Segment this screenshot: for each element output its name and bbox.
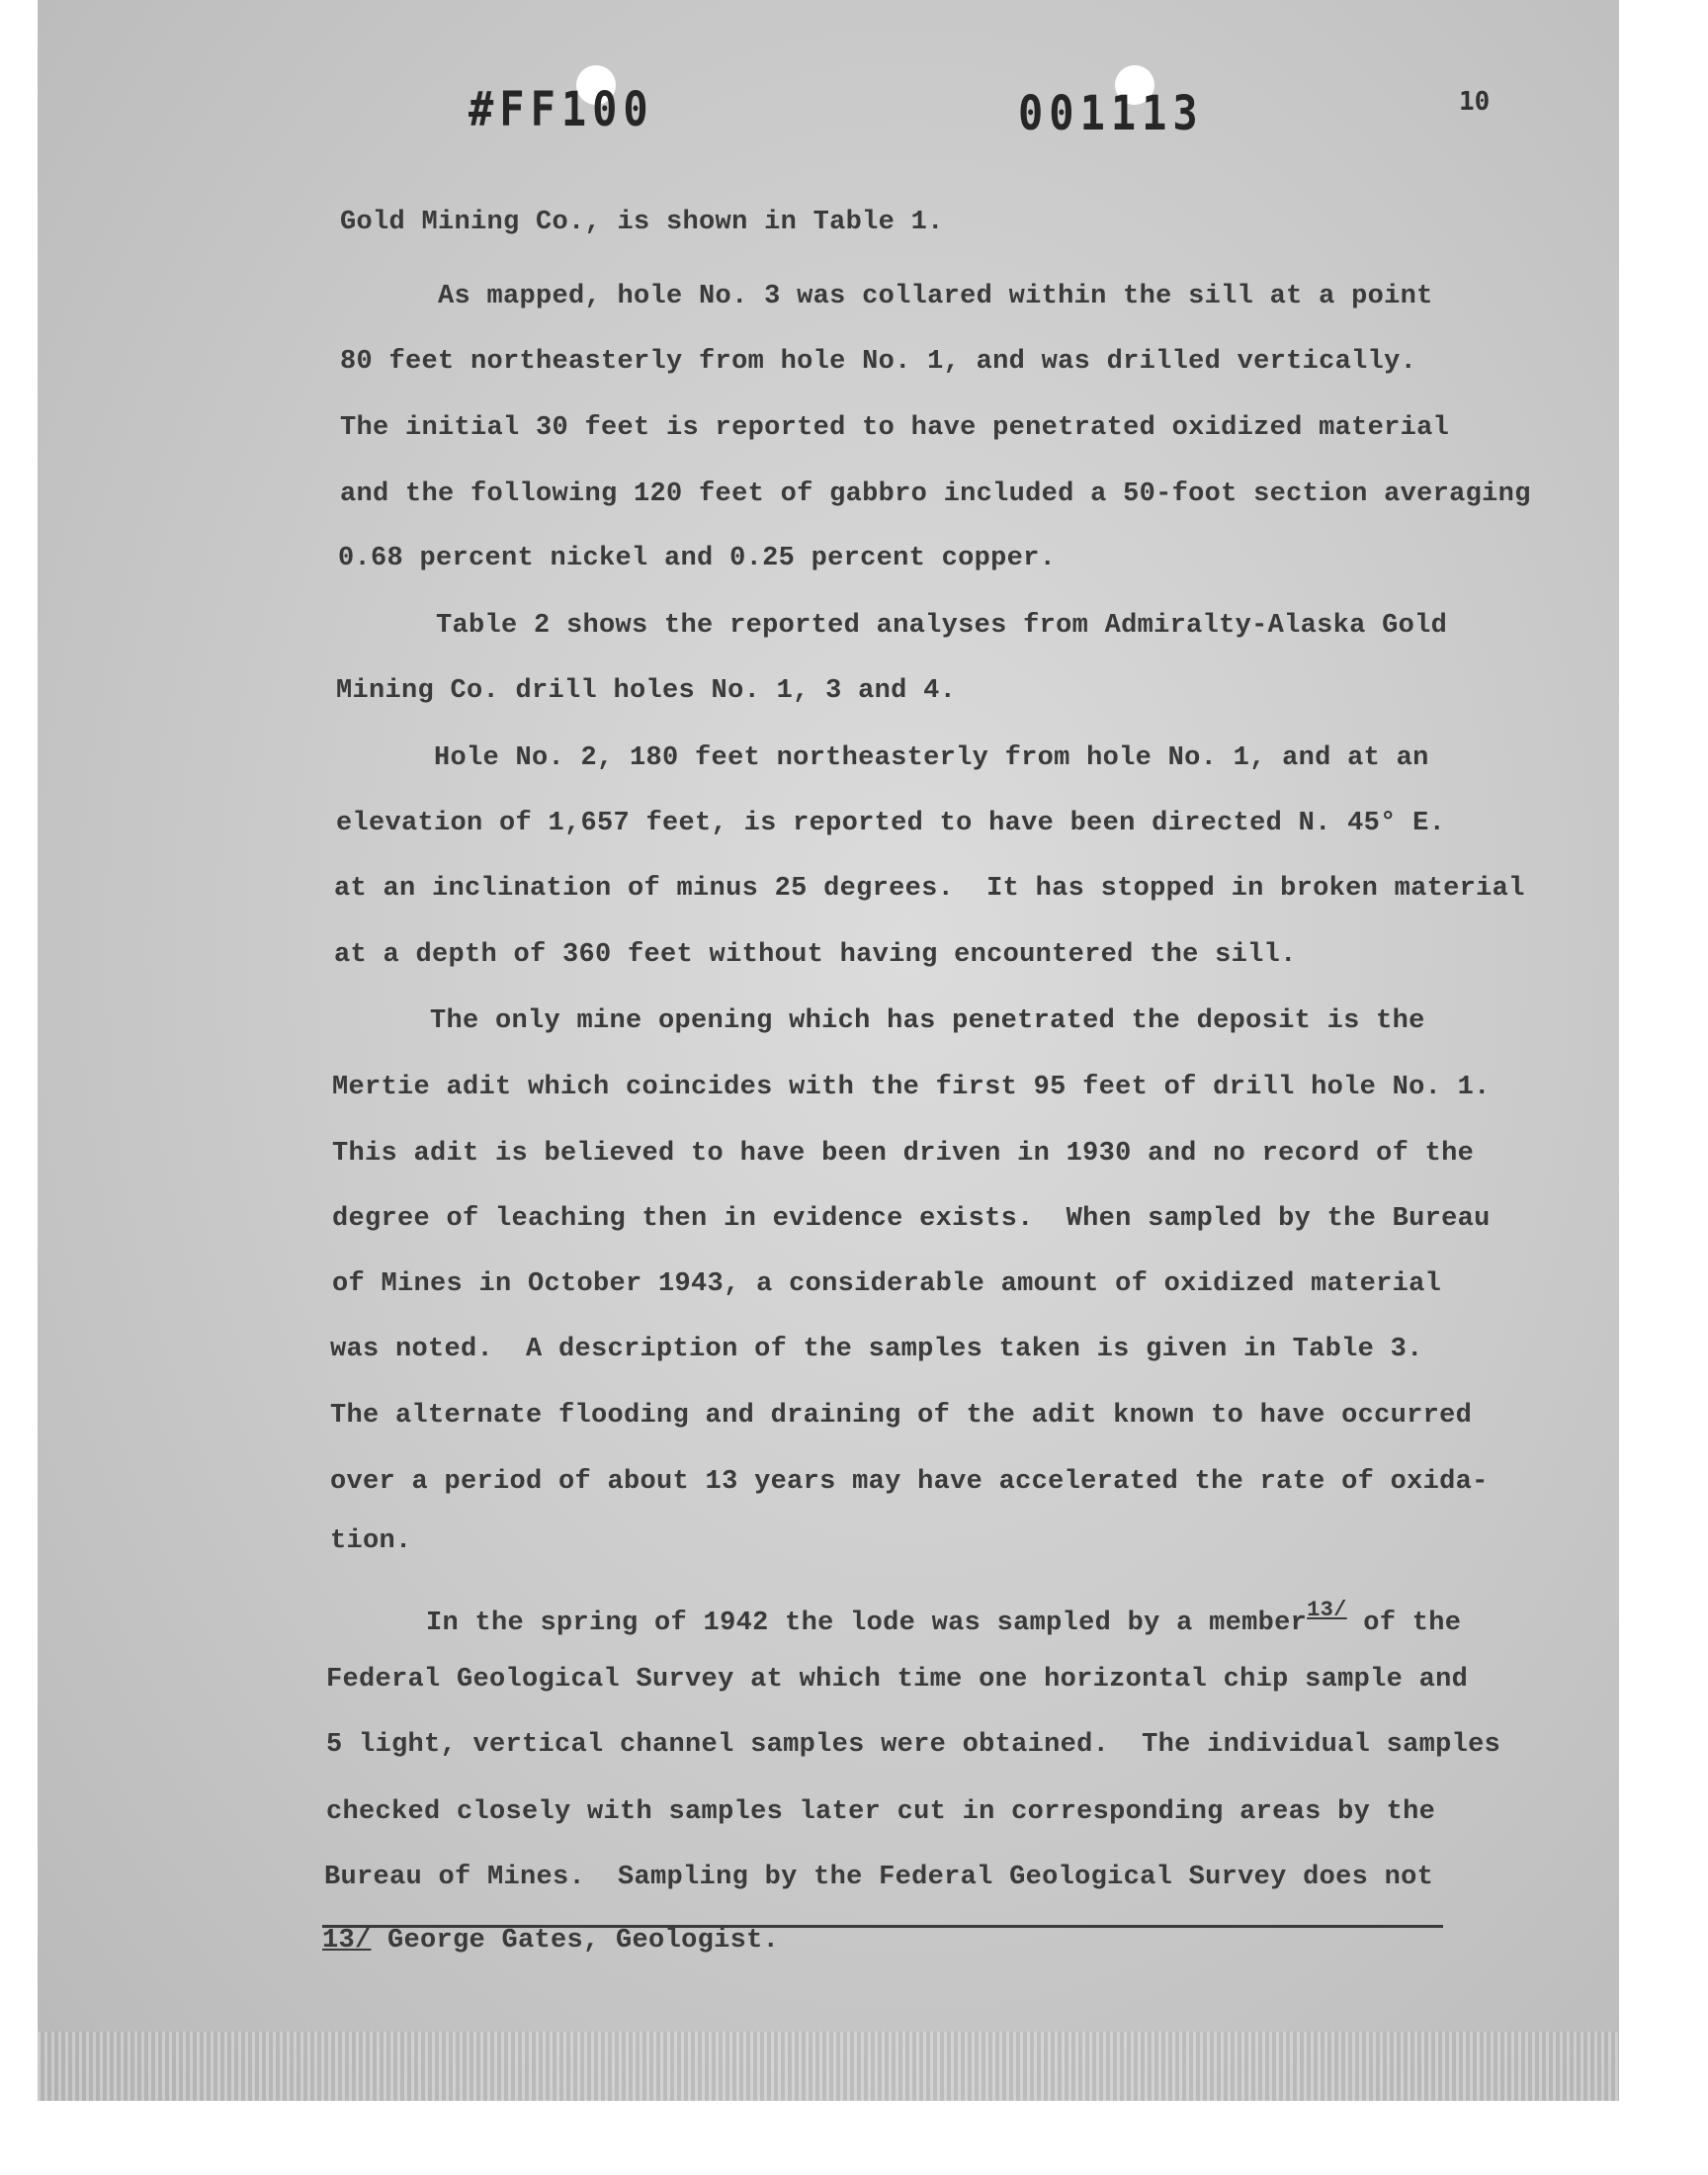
text-line: The initial 30 feet is reported to have penetrated oxidized material <box>340 413 1450 443</box>
text-line: 80 feet northeasterly from hole No. 1, and was drilled vertically. <box>340 347 1417 377</box>
text-line: Mertie adit which coincides with the first 95 feet of drill hole No. 1. <box>332 1073 1491 1102</box>
footnote-reference[interactable]: 13/ <box>1307 1598 1347 1622</box>
text-line: over a period of about 13 years may have accelerated the rate of oxida- <box>330 1467 1489 1497</box>
document-stamp-left: #FF100 <box>469 81 654 137</box>
text-line: The only mine opening which has penetrated the deposit is the <box>332 1006 1425 1036</box>
text-line: Hole No. 2, 180 feet northeasterly from hole No. 1, and at an <box>336 743 1429 773</box>
text-line: 0.68 percent nickel and 0.25 percent copper. <box>338 544 1057 573</box>
text-line: elevation of 1,657 feet, is reported to have been directed N. 45° E. <box>336 809 1446 838</box>
page-number: 10 <box>1459 87 1491 117</box>
text-line: The alternate flooding and draining of the adit known to have occurred <box>330 1401 1473 1431</box>
text-segment: In the spring of 1942 the lode was sampled by a member <box>328 1609 1308 1638</box>
text-line: Gold Mining Co., is shown in Table 1. <box>340 208 944 237</box>
document-page <box>38 0 1619 2101</box>
text-line: As mapped, hole No. 3 was collared within the sill at a point <box>340 282 1433 311</box>
footnote-text: George Gates, Geologist. <box>371 1926 780 1956</box>
footnote <box>322 1926 779 1956</box>
text-line: and the following 120 feet of gabbro included a 50-foot section averaging <box>340 479 1531 509</box>
text-line: This adit is believed to have been driven in 1930 and no record of the <box>332 1139 1475 1169</box>
text-line: tion. <box>330 1526 412 1556</box>
text-line-with-footnote-ref <box>328 1598 1461 1638</box>
text-line: was noted. A description of the samples taken is given in Table 3. <box>330 1335 1423 1364</box>
text-line: at an inclination of minus 25 degrees. It has stopped in broken material <box>334 874 1525 904</box>
text-line: 5 light, vertical channel samples were obtained. The individual samples <box>326 1730 1501 1760</box>
footnote-mark: 13/ <box>322 1926 372 1956</box>
text-line: Bureau of Mines. Sampling by the Federal Geological Survey does not <box>324 1863 1434 1892</box>
text-line: at a depth of 360 feet without having encountered the sill. <box>334 940 1297 970</box>
text-line: Federal Geological Survey at which time one horizontal chip sample and <box>326 1665 1469 1695</box>
text-line: Table 2 shows the reported analyses from Admiralty-Alaska Gold <box>338 611 1448 641</box>
text-segment: of the <box>1346 1609 1462 1638</box>
text-line: Mining Co. drill holes No. 1, 3 and 4. <box>336 676 957 706</box>
document-stamp-number: 001113 <box>1018 85 1204 141</box>
text-line: of Mines in October 1943, a considerable amount of oxidized material <box>332 1269 1442 1299</box>
text-line: degree of leaching then in evidence exists. When sampled by the Bureau <box>332 1204 1491 1234</box>
text-line: checked closely with samples later cut in corresponding areas by the <box>326 1797 1436 1827</box>
